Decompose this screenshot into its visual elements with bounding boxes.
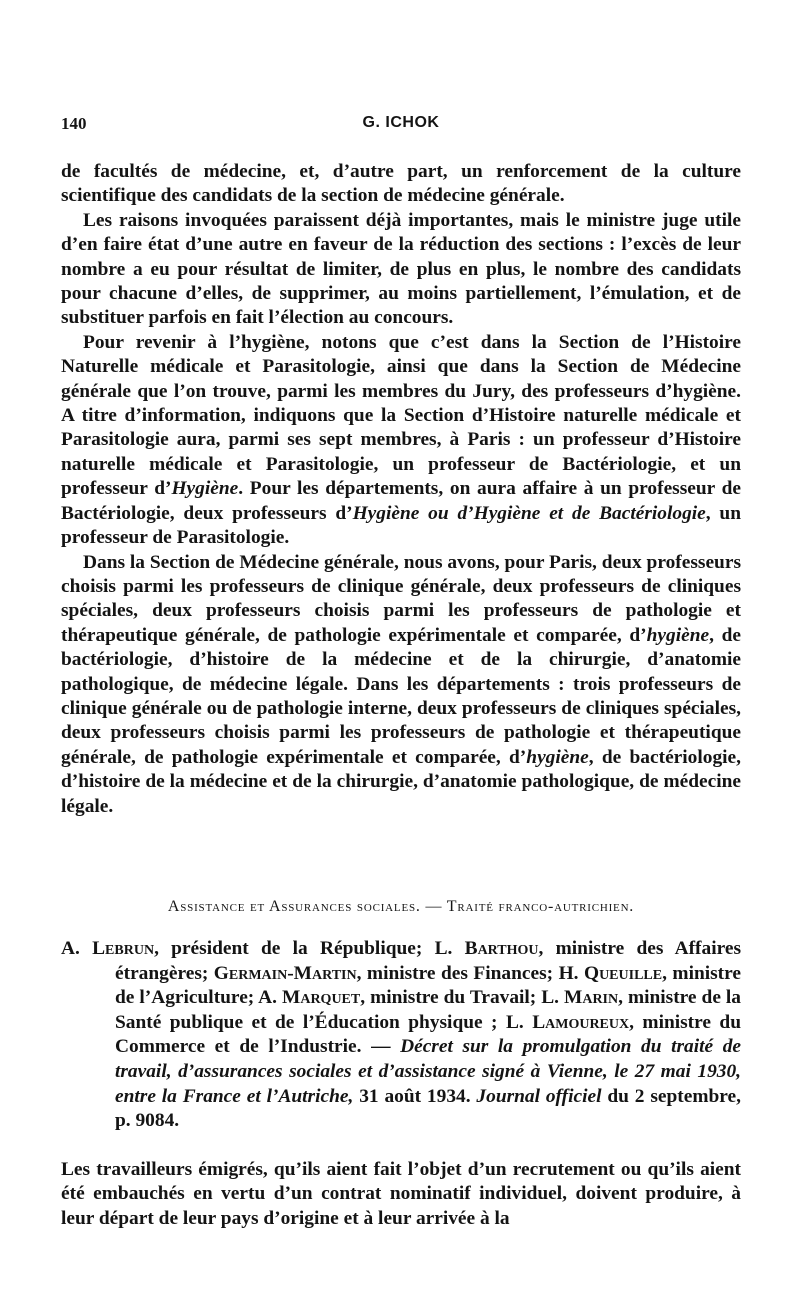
citation-name: Germain-Martin	[213, 962, 357, 984]
paragraph-4-italic-2: hygiène	[526, 746, 589, 768]
citation-text: du 2 septembre, p. 9084.	[115, 1085, 741, 1132]
citation-name: Marin	[564, 987, 619, 1009]
citation-text: A.	[61, 938, 93, 959]
page-number: 140	[61, 114, 87, 133]
paragraph-3-text-c: , un professeur de Parasitologie.	[61, 502, 741, 549]
paragraph-3	[61, 331, 741, 551]
closing-text	[61, 1158, 741, 1231]
paragraph-4-italic-1: hygiène	[646, 624, 710, 646]
paragraph-4-text-a: Dans la Section de Médecine générale, nous avons, pour Paris, deux professeurs choisis parmi les professeurs de clinique générale, deux professeurs de cliniques spéciales, deux professeurs choisis parmi les professeurs de pathologie et thérapeutique générale, de pathologie expérimentale et comparée, d’	[61, 551, 741, 646]
citation-name: Marquet	[282, 987, 361, 1009]
citation-text: , ministre des Affaires étrangères;	[115, 938, 741, 984]
citation-name: Queuille	[583, 962, 663, 984]
citation-text: , ministre de la Santé publique et de l’Éducation physique ; L.	[115, 987, 741, 1033]
citation-name: Barthou	[464, 938, 539, 959]
paragraph-4	[61, 551, 741, 819]
paragraph-3-text-a: Pour revenir à l’hygiène, notons que c’est dans la Section de l’Histoire Naturelle médicale et Parasitologie, ainsi que dans la Section de Médecine générale que l’on trouve, parmi les membres du Jury, des professeurs d’hygiène. A titre d’information, indiquons que la Section d’Histoire naturelle médicale et Parasitologie aura, parmi ses sept membres, à Paris : un professeur d’Histoire naturelle médicale et Parasitologie, un professeur de Bactériologie, et un professeur d’	[61, 331, 741, 500]
paragraph-5: Les travailleurs émigrés, qu’ils aient fait l’objet d’un recrutement ou qu’ils aient été embauchés en vertu d’un contrat nominatif individuel, doivent produire, à leur départ de leur pays d’origine et à leur arrivée à la	[61, 1159, 741, 1229]
paragraph-4-text-c: , de bactériologie, d’histoire de la médecine et de la chirurgie, d’anatomie pathologique, de médecine légale.	[61, 746, 741, 817]
paragraph-3-italic-2: Hygiène ou d’Hygiène et de Bactériologie	[352, 502, 706, 524]
citation-text: , ministre du Commerce et de l’Industrie. —	[115, 1011, 741, 1058]
citation-text: , ministre du Travail; L.	[360, 987, 565, 1009]
paragraph-2: Les raisons invoquées paraissent déjà importantes, mais le ministre juge utile d’en faire état d’une autre en faveur de la réduction des sections : l’excès de leur nombre a eu pour résultat de limiter, de plus en plus, le nombre des candidats pour chacune d’elles, de supprimer, au moins partiellement, l’émulation, et de substituer parfois en fait l’élection au concours.	[61, 209, 741, 329]
journal-title: Journal officiel	[476, 1085, 602, 1107]
citation-name: Lamoureux	[532, 1011, 630, 1033]
citation-name: Lebrun	[92, 938, 155, 959]
main-text	[61, 160, 741, 819]
paragraph-3-italic-1: Hygiène	[171, 478, 239, 500]
running-head	[61, 114, 741, 140]
citation-text: , ministre des Finances; H.	[356, 962, 584, 984]
paragraph-1: de facultés de médecine, et, d’autre part, un renforcement de la culture scientifique des candidats de la section de médecine générale.	[61, 161, 741, 207]
paragraph-4-text-b: , de bactériologie, d’histoire de la médecine et de la chirurgie, d’anatomie pathologique, de médecine légale. Dans les départements : trois professeurs de clinique générale ou de pathologie interne, deux professeurs de cliniques spéciales, deux professeurs choisis parmi les professeurs de pathologie et thérapeutique générale, de pathologie expérimentale et comparée, d’	[61, 624, 741, 768]
citation-text: , ministre de l’Agriculture; A.	[115, 962, 741, 1009]
decree-title: Décret sur la promulgation du traité de travail, d’assurances sociales et d’assistance signé à Vienne, le 27 mai 1930, entre la France et l’Autriche,	[115, 1036, 741, 1107]
section-title: Assistance et Assurances sociales. — Traité franco-autrichien.	[167, 898, 635, 915]
paragraph-3-text-b: . Pour les départements, on aura affaire à un professeur de Bactériologie, deux professeurs d’	[61, 478, 741, 524]
decree-citation	[61, 937, 741, 1134]
running-head-author: G. ICHOK	[362, 114, 440, 131]
citation-text: , président de la République; L.	[154, 938, 465, 959]
citation-text: 31 août 1934.	[353, 1085, 477, 1107]
